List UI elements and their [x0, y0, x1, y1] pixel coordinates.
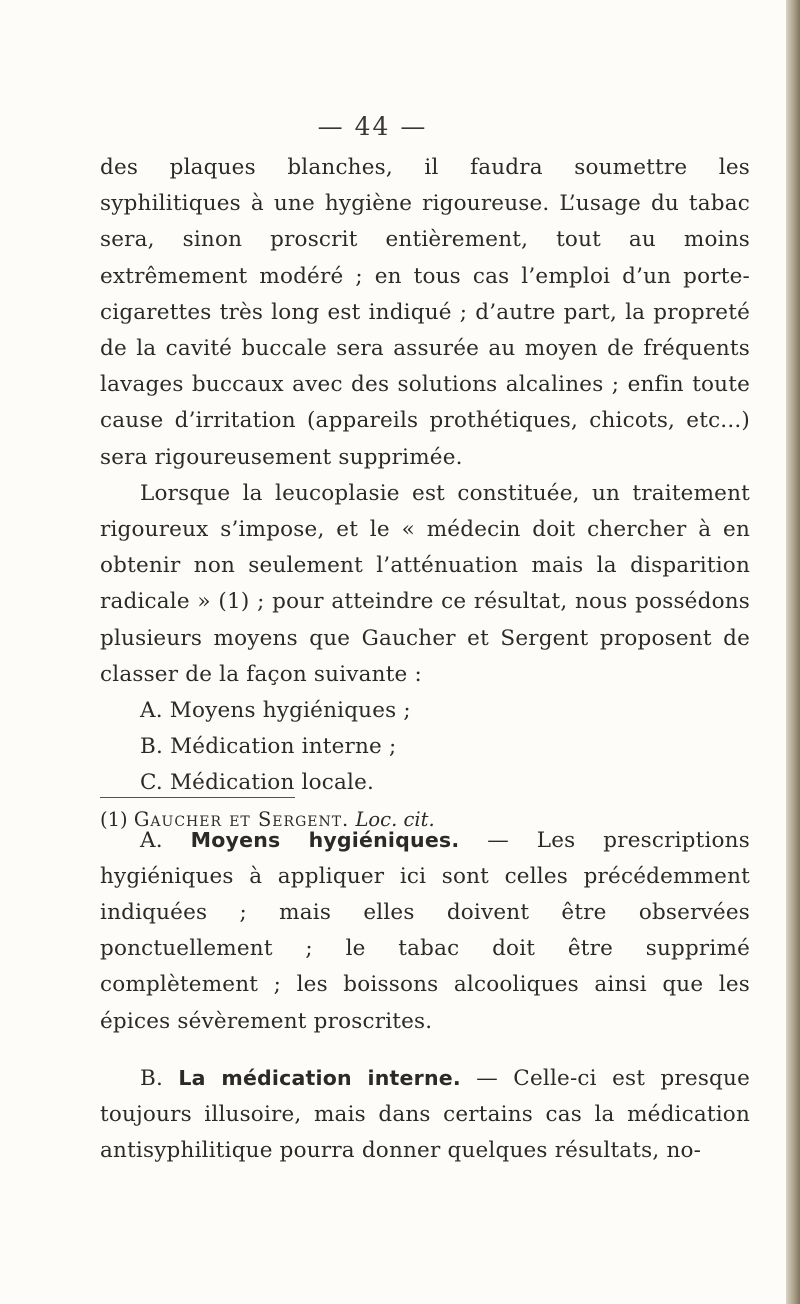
footnote — [100, 806, 750, 834]
footnote-divider — [100, 797, 295, 798]
footnote-reference: Loc. cit. — [355, 808, 435, 831]
page-number: — 44 — — [317, 112, 428, 141]
section-a-heading: Moyens hygiéniques. — [190, 827, 460, 852]
section-a — [100, 822, 750, 1040]
footnote-authors: Gaucher et Sergent. — [133, 808, 350, 831]
page-edge — [786, 0, 800, 1304]
section-a-label: A. — [140, 827, 163, 853]
paragraph-2: Lorsque la leucoplasie est constituée, un traitement rigoureux s’impose, et le « médecin doit chercher à en obtenir non seulement l’atténuation mais la disparition radicale » (1) ; pour atteindre ce résultat, nous possédons plusieurs moyens que Gaucher et Sergent proposent de classer de la façon suivante : — [100, 480, 750, 687]
list-item-c: C. Médication locale. — [140, 770, 375, 796]
list-item-b: B. Médication interne ; — [140, 734, 397, 760]
section-a-text: — Les prescriptions hygiéniques à appliquer ici sont celles précédemment indiquées ; mais elles doivent être observées ponctuellement ; le tabac doit être supprimé complètement ; les boissons alcooliques ainsi que les épices sévèrement proscrites. — [100, 827, 750, 1034]
section-b-heading: La médication interne. — [178, 1065, 461, 1090]
paragraph-1: des plaques blanches, il faudra soumettre les syphilitiques à une hygiène rigoureuse. L’usage du tabac sera, sinon proscrit entièrement, tout au moins extrêmement modéré ; en tous cas l’emploi d’un porte-cigarettes très long est indiqué ; d’autre part, la propreté de la cavité buccale sera assurée au moyen de fréquents lavages buccaux avec des solutions alcalines ; enfin toute cause d’irritation (appareils prothétiques, chicots, etc...) sera rigoureusement supprimée. — [100, 155, 750, 470]
section-b-label: B. — [140, 1065, 164, 1091]
section-b — [100, 1060, 750, 1170]
section-b-text: — Celle-ci est presque toujours illusoire, mais dans certains cas la médication antisyphilitique pourra donner quelques résultats, no- — [100, 1065, 750, 1164]
list-item-a: A. Moyens hygiéniques ; — [140, 698, 411, 724]
footnote-marker: (1) — [100, 808, 128, 831]
body-text — [100, 150, 750, 1169]
